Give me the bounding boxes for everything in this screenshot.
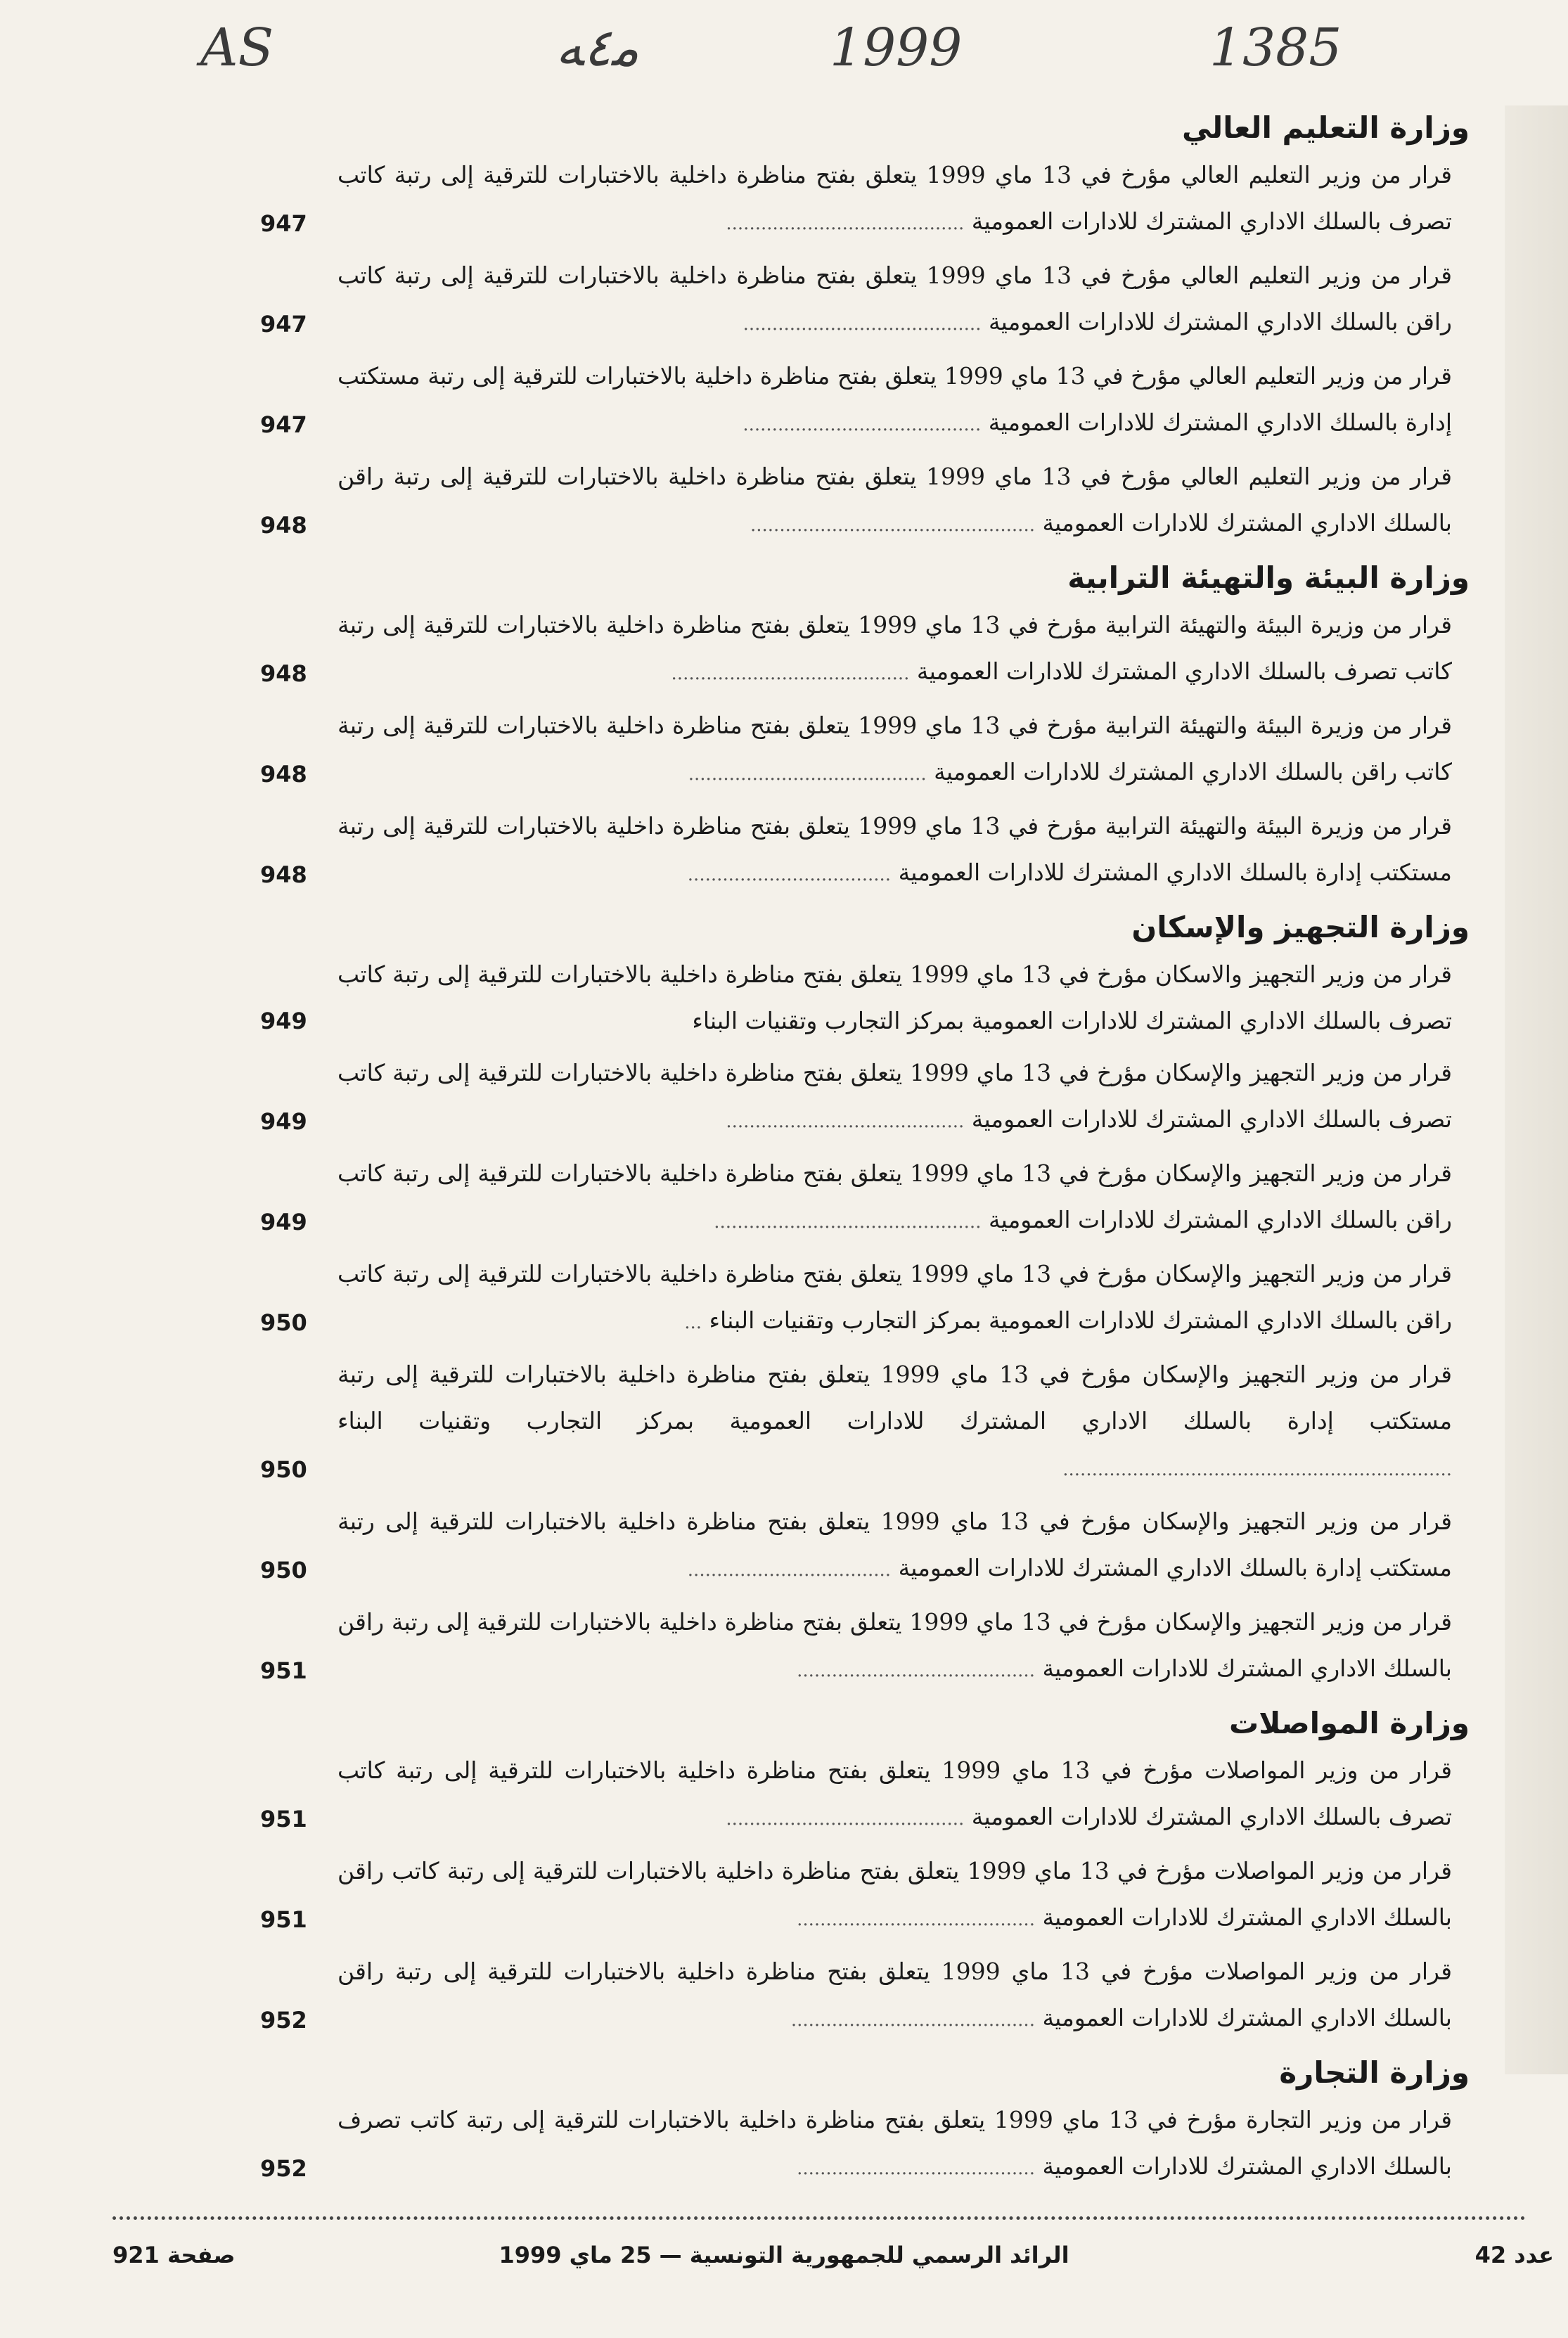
entry-page-number: 950 xyxy=(260,1557,307,1584)
toc-entry xyxy=(260,252,1470,347)
entry-page-number: 947 xyxy=(260,411,307,438)
entry-text: قرار من وزير التعليم العالي مؤرخ في 13 ماي 1999 يتعلق بفتح مناظرة داخلية بالاختبارات للترقية إلى رتبة مستكتب إدارة بالسلك الاداري المشترك للادارات العمومية ......................................... xyxy=(338,362,1452,436)
handwritten-code: AS xyxy=(200,18,274,78)
section-environment xyxy=(260,555,1470,898)
entry-text: قرار من وزير التجهيز والإسكان مؤرخ في 13 ماي 1999 يتعلق بفتح مناظرة داخلية بالاختبارات للترقية إلى رتبة مستكتب إدارة بالسلك الاداري المشترك للادارات العمومية ................................... xyxy=(338,1508,1452,1581)
entry-text: قرار من وزير التعليم العالي مؤرخ في 13 ماي 1999 يتعلق بفتح مناظرة داخلية بالاختبارات للترقية إلى رتبة كاتب تصرف بالسلك الاداري المشترك للادارات العمومية ......................................... xyxy=(338,161,1452,235)
toc-entry xyxy=(260,1599,1470,1694)
entry-page-number: 950 xyxy=(260,1309,307,1336)
toc-entry xyxy=(260,1351,1470,1493)
entry-page-number: 950 xyxy=(260,1456,307,1483)
section-communications xyxy=(260,1701,1470,2043)
section-title: وزارة التجهيز والإسكان xyxy=(1131,910,1470,944)
section-title: وزارة التعليم العالي xyxy=(1181,110,1470,145)
section-higher-education xyxy=(260,105,1470,548)
entry-text: قرار من وزيرة البيئة والتهيئة الترابية مؤرخ في 13 ماي 1999 يتعلق بفتح مناظرة داخلية بالاختبارات للترقية إلى رتبة كاتب تصرف بالسلك الاداري المشترك للادارات العمومية ......................................... xyxy=(338,611,1452,685)
entry-page-number: 952 xyxy=(260,2007,307,2034)
entry-page-number: 948 xyxy=(260,861,307,888)
entry-text: قرار من وزير التعليم العالي مؤرخ في 13 ماي 1999 يتعلق بفتح مناظرة داخلية بالاختبارات للترقية إلى رتبة كاتب راقن بالسلك الاداري المشترك للادارات العمومية ......................................... xyxy=(338,262,1452,335)
entry-text: قرار من وزير التجهيز والإسكان مؤرخ في 13 ماي 1999 يتعلق بفتح مناظرة داخلية بالاختبارات للترقية إلى رتبة كاتب راقن بالسلك الاداري المشترك للادارات العمومية بمركز التجارب وتقنيات البناء ... xyxy=(338,1260,1452,1334)
toc-entry xyxy=(260,1747,1470,1842)
entry-page-number: 951 xyxy=(260,1806,307,1832)
entry-text: قرار من وزيرة البيئة والتهيئة الترابية مؤرخ في 13 ماي 1999 يتعلق بفتح مناظرة داخلية بالاختبارات للترقية إلى رتبة كاتب راقن بالسلك الاداري المشترك للادارات العمومية ......................................... xyxy=(338,712,1452,785)
toc-entry xyxy=(260,152,1470,247)
entry-page-number: 947 xyxy=(260,210,307,237)
toc-entry xyxy=(260,1948,1470,2043)
entry-page-number: 949 xyxy=(260,1008,307,1034)
entry-text: قرار من وزير التجارة مؤرخ في 13 ماي 1999 يتعلق بفتح مناظرة داخلية بالاختبارات للترقية إلى رتبة كاتب تصرف بالسلك الاداري المشترك للادارات العمومية ......................................... xyxy=(338,2106,1453,2180)
facing-page-bleed xyxy=(1505,105,1568,2074)
toc-entry xyxy=(260,702,1470,797)
toc-entry xyxy=(260,2097,1470,2192)
entry-text: قرار من وزير المواصلات مؤرخ في 13 ماي 1999 يتعلق بفتح مناظرة داخلية بالاختبارات للترقية إلى رتبة راقن بالسلك الاداري المشترك للادارات العمومية .......................................... xyxy=(338,1958,1453,2031)
toc-entry xyxy=(260,353,1470,448)
section-equipment-housing xyxy=(260,905,1470,1694)
entry-page-number: 948 xyxy=(260,761,307,788)
toc-entry xyxy=(260,1050,1470,1145)
entry-page-number: 948 xyxy=(260,660,307,687)
toc-entry xyxy=(260,602,1470,697)
footer-journal-title: الرائد الرسمي للجمهورية التونسية — 25 ماي 1999 xyxy=(499,2242,1069,2268)
entry-text: قرار من وزير المواصلات مؤرخ في 13 ماي 1999 يتعلق بفتح مناظرة داخلية بالاختبارات للترقية إلى رتبة كاتب راقن بالسلك الاداري المشترك للادارات العمومية ......................................... xyxy=(338,1857,1453,1931)
entry-page-number: 952 xyxy=(260,2155,307,2182)
entry-text: قرار من وزير التجهيز والإسكان مؤرخ في 13 ماي 1999 يتعلق بفتح مناظرة داخلية بالاختبارات للترقية إلى رتبة كاتب راقن بالسلك الاداري المشترك للادارات العمومية .............................................. xyxy=(338,1160,1452,1233)
entry-page-number: 949 xyxy=(260,1108,307,1135)
entry-text: قرار من وزير التعليم العالي مؤرخ في 13 ماي 1999 يتعلق بفتح مناظرة داخلية بالاختبارات للترقية إلى رتبة راقن بالسلك الاداري المشترك للادارات العمومية ................................................. xyxy=(338,463,1453,537)
entry-page-number: 951 xyxy=(260,1657,307,1684)
entry-text: قرار من وزير التجهيز والإسكان مؤرخ في 13 ماي 1999 يتعلق بفتح مناظرة داخلية بالاختبارات للترقية إلى رتبة مستكتب إدارة بالسلك الاداري المشترك للادارات العمومية بمركز التجارب وتقنيات البناء ................................................................... xyxy=(338,1361,1452,1480)
entry-text: قرار من وزير التجهيز والاسكان مؤرخ في 13 ماي 1999 يتعلق بفتح مناظرة داخلية بالاختبارات للترقية إلى رتبة كاتب تصرف بالسلك الاداري المشترك للادارات العمومية بمركز التجارب وتقنيات البناء xyxy=(338,961,1452,1034)
toc-entry xyxy=(260,803,1470,898)
entry-text: قرار من وزير التجهيز والإسكان مؤرخ في 13 ماي 1999 يتعلق بفتح مناظرة داخلية بالاختبارات للترقية إلى رتبة راقن بالسلك الاداري المشترك للادارات العمومية ......................................... xyxy=(338,1608,1453,1682)
footer-issue-number: عدد 42 xyxy=(1474,2242,1554,2268)
toc-entry xyxy=(260,1150,1470,1245)
section-title: وزارة التجارة xyxy=(1279,2055,1470,2090)
toc-entry xyxy=(260,454,1470,548)
handwritten-ref: ﻣ٤ﻪ xyxy=(555,18,640,78)
section-title: وزارة البيئة والتهيئة الترابية xyxy=(1067,560,1470,595)
table-of-contents xyxy=(260,98,1470,2197)
entry-page-number: 949 xyxy=(260,1209,307,1235)
section-title: وزارة المواصلات xyxy=(1228,1706,1470,1740)
entry-page-number: 948 xyxy=(260,512,307,539)
entry-text: قرار من وزيرة البيئة والتهيئة الترابية مؤرخ في 13 ماي 1999 يتعلق بفتح مناظرة داخلية بالاختبارات للترقية إلى رتبة مستكتب إدارة بالسلك الاداري المشترك للادارات العمومية ................................... xyxy=(338,812,1452,886)
toc-entry xyxy=(260,1848,1470,1943)
toc-entry xyxy=(260,1251,1470,1346)
section-commerce xyxy=(260,2050,1470,2192)
toc-entry xyxy=(260,951,1470,1044)
entry-text: قرار من وزير التجهيز والإسكان مؤرخ في 13 ماي 1999 يتعلق بفتح مناظرة داخلية بالاختبارات للترقية إلى رتبة كاتب تصرف بالسلك الاداري المشترك للادارات العمومية ......................................... xyxy=(338,1059,1452,1133)
toc-entry xyxy=(260,1498,1470,1593)
footer-rule xyxy=(113,2216,1526,2220)
entry-text: قرار من وزير المواصلات مؤرخ في 13 ماي 1999 يتعلق بفتح مناظرة داخلية بالاختبارات للترقية إلى رتبة كاتب تصرف بالسلك الاداري المشترك للادارات العمومية ......................................... xyxy=(338,1756,1452,1830)
footer-page-number: صفحة 921 xyxy=(113,2242,236,2268)
entry-page-number: 951 xyxy=(260,1906,307,1933)
entry-page-number: 947 xyxy=(260,311,307,338)
handwritten-number: 1385 xyxy=(1209,18,1342,78)
handwritten-year: 1999 xyxy=(830,18,963,78)
